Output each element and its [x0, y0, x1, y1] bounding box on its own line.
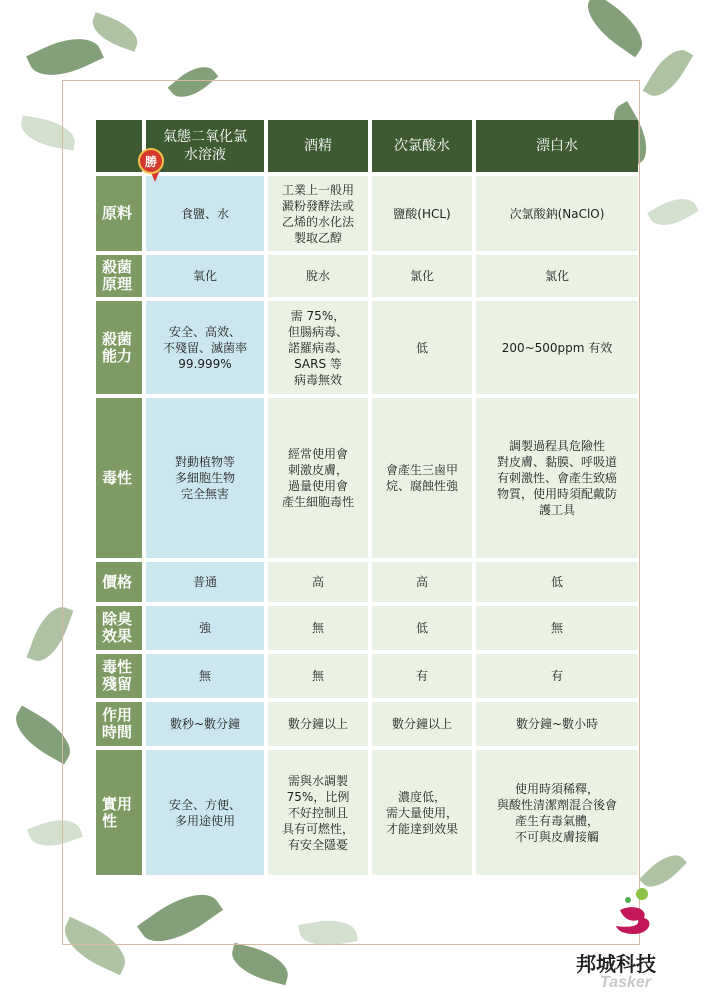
brand-name: 邦城科技	[576, 952, 656, 976]
header-corner	[96, 120, 142, 172]
table-cell: 普通	[146, 562, 264, 602]
winner-medal-icon: 勝	[138, 148, 164, 174]
table-cell: 強	[146, 606, 264, 650]
row-label-action-time: 作用 時間	[96, 702, 142, 746]
table-cell: 氯化	[372, 255, 472, 297]
leaf-icon	[647, 190, 699, 234]
leaf-icon	[26, 27, 104, 87]
row-label-toxic-residue: 毒性 殘留	[96, 654, 142, 698]
leaf-icon	[227, 943, 292, 986]
row-label-price: 價格	[96, 562, 142, 602]
brand-logo-icon	[608, 886, 658, 938]
table-cell: 有	[476, 654, 638, 698]
table-cell: 低	[372, 301, 472, 394]
table-cell: 脫水	[268, 255, 368, 297]
table-cell: 數分鐘以上	[372, 702, 472, 746]
header-bleach: 漂白水	[476, 120, 638, 172]
table-cell: 濃度低， 需大量使用， 才能達到效果	[372, 750, 472, 875]
row-label-deodorizing: 除臭 效果	[96, 606, 142, 650]
comparison-table	[96, 120, 634, 875]
table-cell: 氯化	[476, 255, 638, 297]
table-cell: 工業上一般用 澱粉發酵法或 乙烯的水化法 製取乙醇	[268, 176, 368, 251]
row-label-toxicity: 毒性	[96, 398, 142, 558]
table-cell: 需與水調製 75%，比例 不好控制且 具有可燃性， 有安全隱憂	[268, 750, 368, 875]
header-hypochlorous-acid: 次氯酸水	[372, 120, 472, 172]
table-cell: 會產生三鹵甲 烷、腐蝕性強	[372, 398, 472, 558]
table-cell: 食鹽、水	[146, 176, 264, 251]
leaf-icon	[643, 42, 694, 103]
table-cell: 氧化	[146, 255, 264, 297]
table-cell: 200~500ppm 有效	[476, 301, 638, 394]
table-cell: 次氯酸鈉(NaClO)	[476, 176, 638, 251]
table-cell: 無	[476, 606, 638, 650]
table-cell: 低	[372, 606, 472, 650]
row-label-sterilization-principle: 殺菌 原理	[96, 255, 142, 297]
table-cell: 安全、方便、 多用途使用	[146, 750, 264, 875]
table-cell: 鹽酸(HCL)	[372, 176, 472, 251]
table-cell: 需 75%， 但腸病毒、 諾羅病毒、 SARS 等 病毒無效	[268, 301, 368, 394]
row-label-raw-material: 原料	[96, 176, 142, 251]
table-cell: 調製過程具危險性 對皮膚、黏膜、呼吸道 有刺激性、會產生致癌 物質，使用時須配戴防 護工具	[476, 398, 638, 558]
table-cell: 無	[146, 654, 264, 698]
table-cell: 高	[372, 562, 472, 602]
table-cell: 無	[268, 606, 368, 650]
table-cell: 低	[476, 562, 638, 602]
table-cell: 無	[268, 654, 368, 698]
header-chlorine-dioxide: 氣態二氧化氯 水溶液	[146, 120, 264, 172]
watermark-text: Tasker	[600, 974, 651, 991]
table-cell: 有	[372, 654, 472, 698]
header-alcohol: 酒精	[268, 120, 368, 172]
table-cell: 高	[268, 562, 368, 602]
table-cell: 安全、高效、 不殘留、滅菌率 99.999%	[146, 301, 264, 394]
table-cell: 數分鐘以上	[268, 702, 368, 746]
table-cell: 對動植物等 多細胞生物 完全無害	[146, 398, 264, 558]
leaf-icon	[578, 0, 653, 57]
table-cell: 經常使用會 刺激皮膚， 過量使用會 產生細胞毒性	[268, 398, 368, 558]
row-label-practicality: 實用 性	[96, 750, 142, 875]
row-label-sterilization-ability: 殺菌 能力	[96, 301, 142, 394]
table-cell: 數秒~數分鐘	[146, 702, 264, 746]
table-cell: 數分鐘~數小時	[476, 702, 638, 746]
table-cell: 使用時須稀釋， 與酸性清潔劑混合後會 產生有毒氣體， 不可與皮膚接觸	[476, 750, 638, 875]
